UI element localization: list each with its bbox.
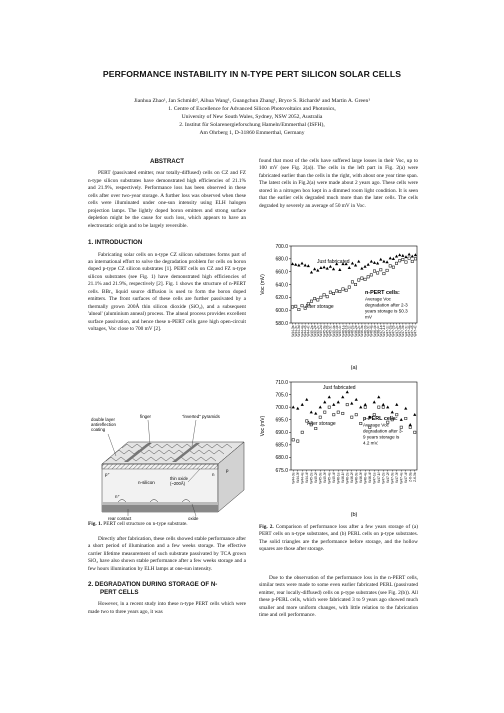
fig1-label-thin-oxide: thin oxide (~200Å)	[170, 476, 188, 486]
fig1-label-nplus: n⁺	[115, 494, 120, 499]
point-after-storage	[324, 411, 326, 413]
y-tick-label: 640.0	[275, 282, 288, 289]
author-list: Jianhua Zhao¹, Jan Schmidt², Aihua Wang¹, Guangchun Zhang¹, Bryce S. Richards¹ and Martin A. Green¹	[133, 98, 370, 104]
legend-title: p-PERL cells:	[363, 416, 398, 422]
point-after-storage	[297, 440, 299, 442]
legend-line: Average Voc	[365, 296, 391, 302]
point-after-storage	[409, 426, 411, 428]
x-tick-label: W47-2a	[388, 325, 393, 337]
y-tick-label: 660.0	[275, 269, 288, 276]
legend-line: degradation after 3-	[363, 428, 404, 434]
x-tick-label: W45-3b	[325, 325, 330, 337]
x-tick-label: W46-4a	[369, 325, 374, 337]
x-tick-label: W47-1c	[385, 325, 390, 337]
fig1-caption-text: PERT cell structure on n-type substrate.	[101, 521, 188, 527]
x-tick-label: W47-4e	[399, 472, 404, 484]
y-axis-label: Voc (mV)	[260, 274, 266, 295]
x-tick-label: W46-2f	[350, 472, 355, 483]
section2-heading-line2: PERT CELLS	[100, 588, 139, 596]
point-after-storage	[323, 294, 325, 296]
x-tick-label: W45-3c	[328, 325, 333, 337]
x-tick-label: W47-2c	[394, 325, 399, 337]
point-after-storage	[319, 416, 321, 418]
annotation-after-storage: After storage	[305, 304, 334, 310]
fig1-label-rear-contact: rear contact	[108, 516, 132, 520]
point-after-storage	[378, 406, 380, 408]
point-after-storage	[382, 406, 384, 408]
y-tick-label: 700.0	[275, 243, 288, 250]
point-after-storage	[292, 439, 294, 441]
point-after-storage	[310, 300, 312, 302]
point-after-storage	[301, 304, 303, 306]
x-tick-label: W47-4b	[410, 325, 415, 337]
y-tick-label: 675.0	[275, 467, 288, 474]
x-tick-label: W44-4a	[300, 325, 305, 337]
x-tick-label: W46-4b	[372, 325, 377, 337]
x-tick-label: W45-4e	[327, 472, 332, 484]
fig1-label-nsilicon: n-silicon	[138, 480, 155, 485]
fig1-label-p: p	[226, 468, 229, 473]
affiliation-1: 1. Centre of Excellence for Advanced Silicon Photovoltaics and Photonics,	[168, 106, 336, 112]
point-after-storage	[333, 413, 335, 415]
x-tick-label: W44-3d	[297, 325, 302, 337]
point-after-storage	[383, 272, 385, 274]
point-after-storage	[313, 297, 315, 299]
panel-label: (b)	[350, 512, 358, 518]
left-column-top	[88, 158, 246, 334]
paper-title: PERFORMANCE INSTABILITY IN N-TYPE PERT SILICON SOLAR CELLS	[102, 69, 402, 79]
x-tick-label: W46-3b	[363, 325, 368, 337]
section2-paragraph: However, in a recent study into these n-type PERT cells which were made two to three years ago, it was	[88, 601, 246, 615]
x-tick-label: W47-3a	[397, 325, 402, 337]
fig1-label-n: n	[212, 472, 215, 477]
x-tick-label: W47-2e	[381, 472, 386, 484]
x-tick-label: W47-1b	[382, 325, 387, 337]
abstract-text: PERT (passivated emitter, rear totally-diffused) cells on CZ and FZ n-type silicon substrates have demonstrated high efficiencies of 21.1% and 21.9%, respectively. Performance loss has been observed in these cells after over two-year storage. A further loss was observed when these cells were illuminated under one-sun intensity using ELH halogen projection lamps. The lightly doped boron emitters and strong surface depletion might be the cause for such loss, which appears to have an electrostatic origin and to be largely reversible.	[88, 170, 246, 229]
x-tick-label: W46-1b	[344, 325, 349, 337]
annotation-after-storage: After storage	[307, 421, 336, 427]
legend-title: n-PERT cells:	[365, 290, 400, 296]
y-tick-label: 705.0	[275, 392, 288, 399]
point-after-storage	[348, 286, 350, 288]
x-tick-label: W45-2b	[312, 325, 317, 337]
x-tick-label: W44-3e	[291, 472, 296, 484]
point-after-storage	[345, 289, 347, 291]
point-after-storage	[317, 299, 319, 301]
point-after-storage	[361, 277, 363, 279]
y-tick-label: 685.0	[275, 442, 288, 449]
y-tick-label: 600.0	[275, 307, 288, 314]
x-tick-label: W47-1f	[377, 472, 382, 483]
point-after-storage	[376, 272, 378, 274]
point-after-storage	[329, 291, 331, 293]
point-after-storage	[389, 265, 391, 267]
x-tick-label: W45-4c	[338, 325, 343, 337]
point-after-storage	[414, 258, 416, 260]
x-tick-label: W44-4b	[303, 325, 308, 337]
x-tick-label: W47-3e	[390, 472, 395, 484]
fig2-caption-text: Comparison of performance loss after a few years storage of (a) PERT cells on n-type substrates, and (b) PERL cells on p-type substrates. The solid triangles are the performance before storage, and the hollow squares are those after storage.	[259, 524, 418, 553]
y-tick-label: 710.0	[275, 379, 288, 386]
right-column-bottom	[259, 575, 418, 620]
x-tick-label: W47-3f	[395, 472, 400, 483]
intro-heading: 1. INTRODUCTION	[88, 239, 143, 247]
fig2a-chart	[259, 241, 419, 373]
affiliation-3: 2. Institut für Solarenergieforschung Hameln/Emmerthal (ISFH),	[179, 122, 325, 128]
fig2-caption	[259, 524, 418, 554]
point-after-storage	[301, 431, 303, 433]
x-tick-label: W46-4f	[368, 472, 373, 483]
point-after-storage	[320, 296, 322, 298]
x-tick-label: W47-2b	[391, 325, 396, 337]
x-tick-label: W45-2f	[314, 472, 319, 483]
legend-line: 9 years storage is	[363, 434, 400, 440]
x-tick-label: W45-4a	[331, 325, 336, 337]
x-tick-label: W47-3b	[401, 325, 406, 337]
point-after-storage	[335, 290, 337, 292]
y-tick-label: 620.0	[275, 295, 288, 302]
point-after-storage	[380, 269, 382, 271]
point-after-storage	[339, 290, 341, 292]
point-after-storage	[392, 266, 394, 268]
y-tick-label: 680.0	[275, 455, 288, 462]
panel-label: (a)	[350, 365, 358, 371]
point-after-storage	[332, 292, 334, 294]
affiliation-2: University of New South Wales, Sydney, NSW 2052, Australia	[181, 114, 323, 120]
point-after-storage	[358, 279, 360, 281]
point-after-storage	[364, 278, 366, 280]
x-tick-label: W44-3a	[290, 325, 295, 337]
fig1-label-pplus: p⁺	[105, 472, 110, 477]
x-tick-label: W46-2b	[353, 325, 358, 337]
x-tick-label: W45-2d	[319, 325, 324, 337]
x-tick-label: W47-4f	[404, 472, 409, 483]
x-tick-label: W46-3e	[354, 472, 359, 484]
x-tick-label: W45-3e	[318, 472, 323, 484]
x-tick-label: W44-3f	[296, 472, 301, 483]
point-after-storage	[342, 412, 344, 414]
right-column-top	[259, 158, 418, 210]
fig1-label-dlar: double layer antireflection coating	[91, 417, 116, 432]
y-tick-label: 580.0	[275, 320, 288, 327]
point-after-storage	[326, 295, 328, 297]
intro-paragraph: Fabricating solar cells on n-type CZ silicon substrates forms part of an international effort to solve the degradation problem for cells on boron doped p-type CZ silicon substrates [1]. PERT cells on CZ and FZ n-type silicon substrates (see Fig. 1) have demonstrated high efficiencies of 21.1% and 21.9%, respectively [2]. Fig. 1 shows the structure of n-PERT cells. BBr₃ liquid source diffusion is used to form the boron doped emitters. The front surfaces of these cells are further passivated by a thermally grown 200Å thin silicon dioxide (SiO₂), and a subsequent 'alneal' (aluminium anneal) process. The alneal process provides excellent surface passivation, and hence these n-PERT cells gave high open-circuit voltages, Voc close to 700 mV [2].	[88, 251, 246, 333]
x-tick-label: W44-3c	[294, 325, 299, 337]
point-after-storage	[398, 260, 400, 262]
x-tick-label: W45-3f	[323, 472, 328, 483]
point-after-storage	[405, 417, 407, 419]
x-tick-label: W47-1a	[379, 325, 384, 337]
x-tick-label: W46-3c	[366, 325, 371, 337]
fig1-cell-structure	[88, 412, 246, 520]
point-after-storage	[346, 403, 348, 405]
section2-heading-line1: 2. DEGRADATION DURING STORAGE OF N-	[88, 581, 218, 589]
point-after-storage	[295, 305, 297, 307]
y-tick-label: 680.0	[275, 256, 288, 263]
point-after-storage	[355, 413, 357, 415]
annotation-just-fabricated: Just fabricated	[317, 259, 350, 265]
fig1-label-oxide: oxide	[188, 516, 199, 520]
legend-line: degradation after 2-3	[365, 302, 408, 308]
x-tick-label: W47-3c	[404, 325, 409, 337]
x-tick-label: W45-3a	[322, 325, 327, 337]
point-after-storage	[373, 270, 375, 272]
right-top-paragraph: found that most of the cells have suffered large losses in their Voc, up to 100 mV (see Fig. 2(a)). The cells in the left part in Fig. 2(a) were fabricated earlier than the cells in the right, with about one year time span. The latest cells in Fig.2(a) were made about 2 years ago. These cells were stored in a nitrogen box kept in a dimmed room light condition. It is seen that the earlier cells degraded much more than the later cells. The cells degraded by severely an average of 50 mV in Voc.	[259, 158, 418, 209]
x-tick-label: W45-4b	[334, 325, 339, 337]
x-tick-label: W46-3f	[359, 472, 364, 483]
point-after-storage	[405, 261, 407, 263]
point-after-storage	[291, 306, 293, 308]
point-after-storage	[298, 308, 300, 310]
fig1-caption	[88, 521, 246, 528]
y-axis-label: Voc (mV)	[260, 415, 266, 437]
x-tick-label: W46-2c	[357, 325, 362, 337]
x-tick-label: W45-2c	[316, 325, 321, 337]
x-tick-label: W47-4c	[413, 325, 418, 337]
fig1-label-pyramids: "inverted" pyramids	[182, 414, 220, 419]
x-tick-label: W44-4c	[306, 325, 311, 337]
y-tick-label: 690.0	[275, 430, 288, 437]
fig2b-chart	[259, 378, 419, 518]
x-tick-label: W44-4e	[300, 472, 305, 484]
point-after-storage	[351, 281, 353, 283]
point-after-storage	[395, 262, 397, 264]
point-after-storage	[408, 257, 410, 259]
x-tick-label: W46-2a	[350, 325, 355, 337]
point-after-storage	[414, 431, 416, 433]
fig2-caption-label: Fig. 2.	[259, 524, 274, 530]
y-tick-label: 700.0	[275, 404, 288, 411]
x-tick-label: W45-2e	[309, 472, 314, 484]
fig1-label-finger: finger	[140, 414, 151, 419]
point-after-storage	[315, 427, 317, 429]
point-after-storage	[386, 269, 388, 271]
point-after-storage	[337, 411, 339, 413]
x-tick-label: W44-4f	[305, 472, 310, 483]
fig1-caption-label: Fig. 1.	[88, 521, 102, 527]
left-column-bottom	[88, 536, 246, 616]
point-after-storage	[328, 406, 330, 408]
x-tick-label: W47-1e	[372, 472, 377, 484]
affiliation-4: Am Ohrberg 1, D-31860 Emmerthal, Germany	[199, 130, 305, 136]
point-after-storage	[354, 283, 356, 285]
x-tick-label: W47-2f	[386, 472, 391, 483]
x-tick-label: Z-6-3a	[408, 472, 413, 482]
annotation-just-fabricated: Just fabricated	[323, 385, 356, 391]
point-after-storage	[411, 260, 413, 262]
x-tick-label: W45-2a	[309, 325, 314, 337]
legend-line: Average Voc	[363, 422, 389, 428]
legend-line: years storage is 50.3	[365, 308, 408, 314]
paragraph-after-fig1: Directly after fabrication, these cells showed stable performance after a short period of illumination and a few weeks storage. The effective carrier lifetime measurement of such substrate passivated by TCA grown SiO₂ have also shown stable performance after a few weeks storage and a few hours illumination by ELH lamps at one-sun intensity.	[88, 536, 246, 572]
legend-line: mV	[365, 314, 372, 320]
x-tick-label: W46-2e	[345, 472, 350, 484]
point-after-storage	[370, 274, 372, 276]
x-tick-label: W46-1a	[341, 325, 346, 337]
x-tick-label: W47-4a	[407, 325, 412, 337]
x-tick-label: Z-6-3b	[413, 472, 418, 482]
right-bottom-paragraph: Due to the observation of the performance loss in the n-PERT cells, similar tests were made to some even earlier fabricated PERL (passivated emitter, rear locally-diffused) cells on p-type substrates (see Fig. 2(b)). All these p-PERL cells, which were fabricated 3 to 9 years ago showed much smaller and more uniform changes, with little relation to the fabrication time and cell performance.	[259, 575, 418, 619]
point-after-storage	[367, 276, 369, 278]
x-tick-label: W46-4c	[375, 325, 380, 337]
point-after-storage	[402, 258, 404, 260]
x-tick-label: W46-1e	[336, 472, 341, 484]
point-after-storage	[342, 288, 344, 290]
x-tick-label: W46-1c	[347, 325, 352, 337]
x-tick-label: W46-1f	[341, 472, 346, 483]
point-after-storage	[351, 416, 353, 418]
abstract-heading: ABSTRACT	[149, 158, 185, 165]
x-tick-label: W46-3a	[360, 325, 365, 337]
x-tick-label: W46-4e	[363, 472, 368, 484]
legend-line: 4.2 mV.	[363, 440, 379, 446]
point-after-storage	[364, 406, 366, 408]
point-after-storage	[360, 422, 362, 424]
x-tick-label: W45-4f	[332, 472, 337, 483]
y-tick-label: 695.0	[275, 417, 288, 424]
